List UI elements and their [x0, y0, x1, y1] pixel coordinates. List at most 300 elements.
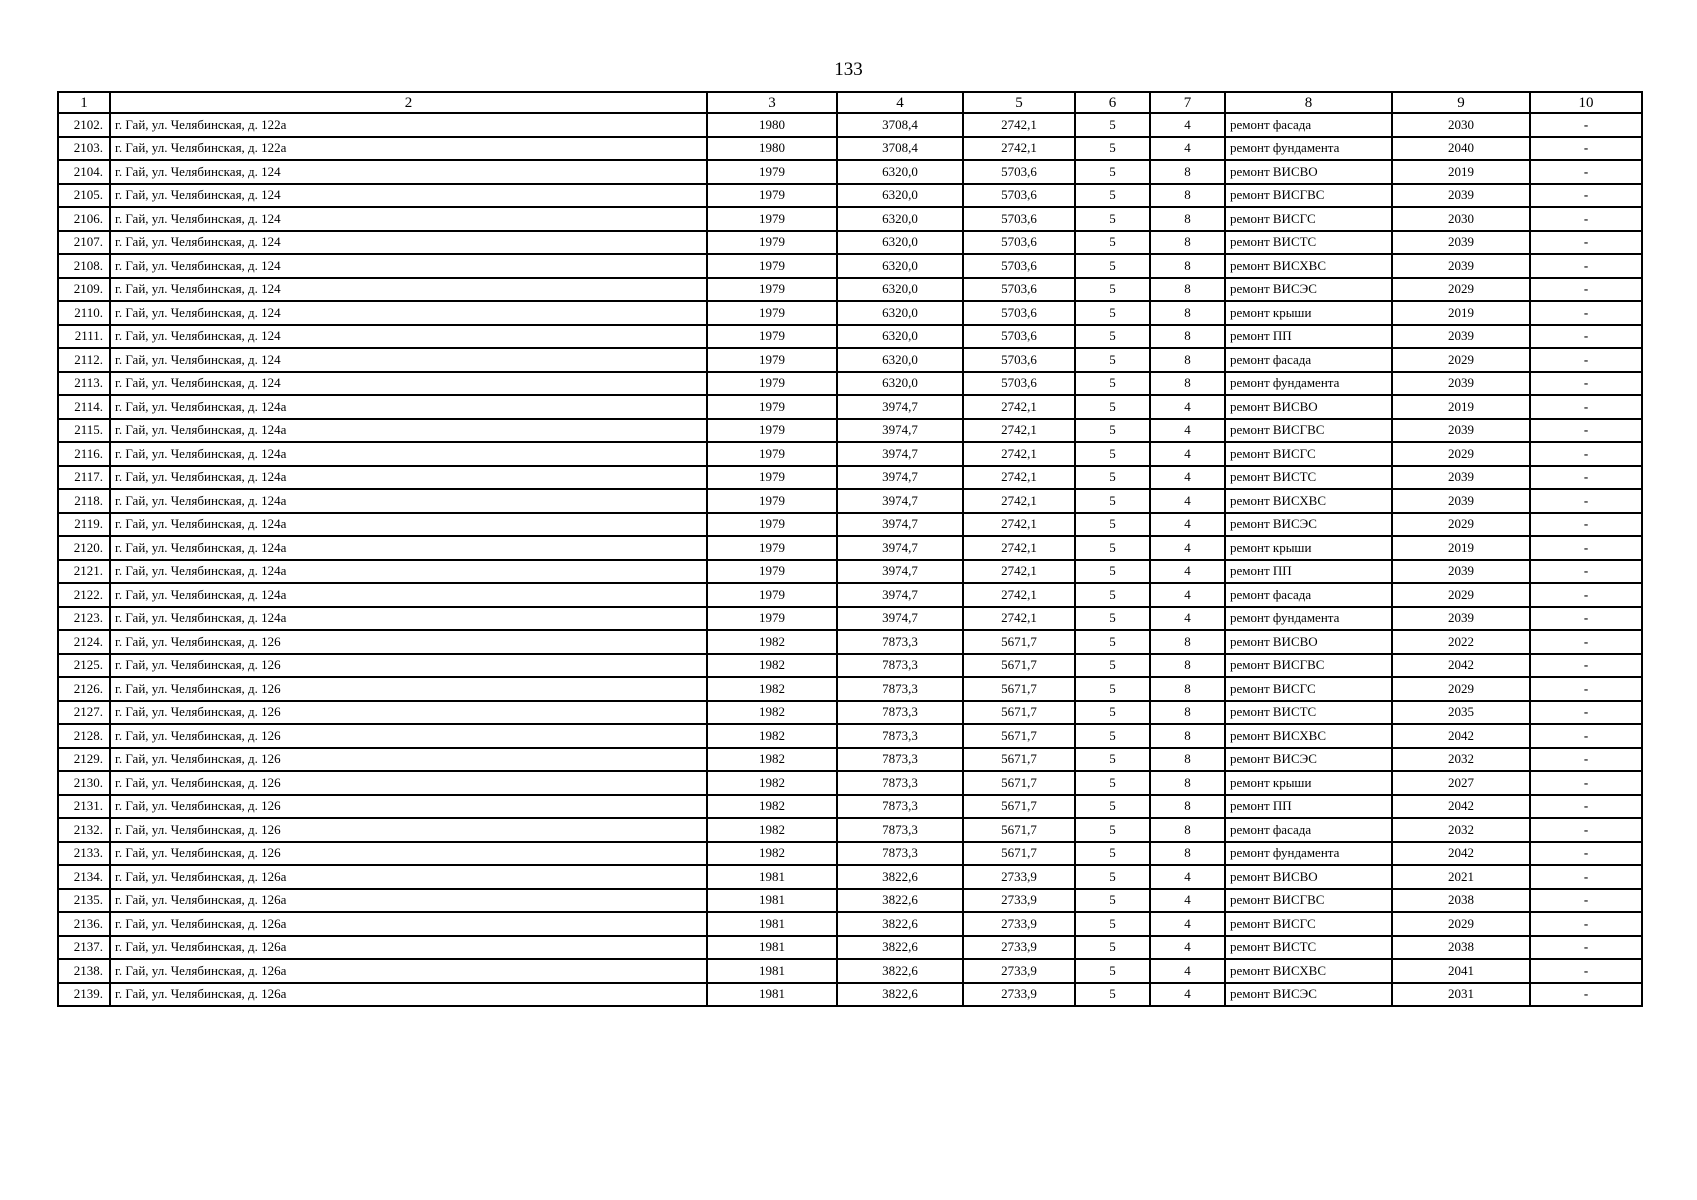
work-type-cell: ремонт ВИСГВС	[1225, 419, 1392, 443]
year-cell: 1981	[707, 912, 837, 936]
note-cell: -	[1530, 607, 1642, 631]
work-type-cell: ремонт ВИСТС	[1225, 231, 1392, 255]
entrances-cell: 4	[1150, 395, 1225, 419]
table-header	[58, 92, 1642, 113]
address-cell: г. Гай, ул. Челябинская, д. 122а	[110, 113, 707, 137]
total-area-cell: 7873,3	[837, 724, 963, 748]
planned-year-cell: 2019	[1392, 536, 1530, 560]
floors-cell: 5	[1075, 583, 1150, 607]
row-number-cell: 2124.	[58, 630, 110, 654]
note-cell: -	[1530, 865, 1642, 889]
entrances-cell: 8	[1150, 842, 1225, 866]
work-type-cell: ремонт ВИСВО	[1225, 160, 1392, 184]
note-cell: -	[1530, 466, 1642, 490]
row-number-cell: 2114.	[58, 395, 110, 419]
table-row	[58, 607, 1642, 631]
floors-cell: 5	[1075, 701, 1150, 725]
work-type-cell: ремонт ВИСГВС	[1225, 184, 1392, 208]
address-cell: г. Гай, ул. Челябинская, д. 124а	[110, 536, 707, 560]
planned-year-cell: 2019	[1392, 301, 1530, 325]
living-area-cell: 5671,7	[963, 842, 1075, 866]
note-cell: -	[1530, 959, 1642, 983]
address-cell: г. Гай, ул. Челябинская, д. 124а	[110, 395, 707, 419]
column-header: 5	[963, 92, 1075, 113]
table-row	[58, 231, 1642, 255]
entrances-cell: 8	[1150, 184, 1225, 208]
row-number-cell: 2129.	[58, 748, 110, 772]
entrances-cell: 8	[1150, 372, 1225, 396]
year-cell: 1979	[707, 348, 837, 372]
table-row	[58, 489, 1642, 513]
year-cell: 1981	[707, 936, 837, 960]
planned-year-cell: 2039	[1392, 419, 1530, 443]
floors-cell: 5	[1075, 231, 1150, 255]
table-body	[58, 113, 1642, 1006]
entrances-cell: 8	[1150, 348, 1225, 372]
total-area-cell: 3822,6	[837, 889, 963, 913]
planned-year-cell: 2042	[1392, 724, 1530, 748]
work-type-cell: ремонт ВИСХВС	[1225, 489, 1392, 513]
address-cell: г. Гай, ул. Челябинская, д. 124а	[110, 489, 707, 513]
address-cell: г. Гай, ул. Челябинская, д. 126а	[110, 912, 707, 936]
living-area-cell: 5703,6	[963, 184, 1075, 208]
entrances-cell: 8	[1150, 701, 1225, 725]
table-row	[58, 466, 1642, 490]
living-area-cell: 2742,1	[963, 442, 1075, 466]
floors-cell: 5	[1075, 207, 1150, 231]
planned-year-cell: 2035	[1392, 701, 1530, 725]
living-area-cell: 2742,1	[963, 489, 1075, 513]
work-type-cell: ремонт ВИСГС	[1225, 677, 1392, 701]
living-area-cell: 5671,7	[963, 748, 1075, 772]
total-area-cell: 6320,0	[837, 160, 963, 184]
entrances-cell: 4	[1150, 137, 1225, 161]
table-row	[58, 583, 1642, 607]
note-cell: -	[1530, 254, 1642, 278]
work-type-cell: ремонт ВИСЭС	[1225, 748, 1392, 772]
planned-year-cell: 2022	[1392, 630, 1530, 654]
living-area-cell: 5703,6	[963, 278, 1075, 302]
year-cell: 1982	[707, 724, 837, 748]
year-cell: 1979	[707, 442, 837, 466]
year-cell: 1979	[707, 466, 837, 490]
year-cell: 1982	[707, 677, 837, 701]
living-area-cell: 2742,1	[963, 513, 1075, 537]
living-area-cell: 2733,9	[963, 983, 1075, 1007]
work-type-cell: ремонт ВИСХВС	[1225, 724, 1392, 748]
planned-year-cell: 2029	[1392, 583, 1530, 607]
planned-year-cell: 2039	[1392, 184, 1530, 208]
note-cell: -	[1530, 936, 1642, 960]
year-cell: 1981	[707, 983, 837, 1007]
table-row	[58, 842, 1642, 866]
year-cell: 1981	[707, 889, 837, 913]
work-type-cell: ремонт ВИСВО	[1225, 865, 1392, 889]
entrances-cell: 8	[1150, 278, 1225, 302]
planned-year-cell: 2019	[1392, 395, 1530, 419]
planned-year-cell: 2027	[1392, 771, 1530, 795]
entrances-cell: 4	[1150, 536, 1225, 560]
floors-cell: 5	[1075, 959, 1150, 983]
table-row	[58, 325, 1642, 349]
address-cell: г. Гай, ул. Челябинская, д. 126	[110, 724, 707, 748]
total-area-cell: 3974,7	[837, 466, 963, 490]
year-cell: 1980	[707, 137, 837, 161]
address-cell: г. Гай, ул. Челябинская, д. 124	[110, 231, 707, 255]
total-area-cell: 3974,7	[837, 536, 963, 560]
work-type-cell: ремонт ВИСВО	[1225, 395, 1392, 419]
row-number-cell: 2113.	[58, 372, 110, 396]
year-cell: 1982	[707, 748, 837, 772]
floors-cell: 5	[1075, 442, 1150, 466]
row-number-cell: 2110.	[58, 301, 110, 325]
living-area-cell: 5671,7	[963, 795, 1075, 819]
address-cell: г. Гай, ул. Челябинская, д. 124	[110, 278, 707, 302]
entrances-cell: 8	[1150, 748, 1225, 772]
row-number-cell: 2123.	[58, 607, 110, 631]
table-row	[58, 113, 1642, 137]
planned-year-cell: 2030	[1392, 113, 1530, 137]
row-number-cell: 2115.	[58, 419, 110, 443]
year-cell: 1979	[707, 513, 837, 537]
entrances-cell: 8	[1150, 231, 1225, 255]
address-cell: г. Гай, ул. Челябинская, д. 126а	[110, 889, 707, 913]
year-cell: 1979	[707, 560, 837, 584]
row-number-cell: 2131.	[58, 795, 110, 819]
work-type-cell: ремонт ПП	[1225, 795, 1392, 819]
header-row	[58, 92, 1642, 113]
note-cell: -	[1530, 630, 1642, 654]
floors-cell: 5	[1075, 325, 1150, 349]
table-row	[58, 677, 1642, 701]
note-cell: -	[1530, 278, 1642, 302]
note-cell: -	[1530, 701, 1642, 725]
address-cell: г. Гай, ул. Челябинская, д. 124	[110, 325, 707, 349]
total-area-cell: 6320,0	[837, 184, 963, 208]
entrances-cell: 8	[1150, 160, 1225, 184]
note-cell: -	[1530, 419, 1642, 443]
planned-year-cell: 2038	[1392, 936, 1530, 960]
floors-cell: 5	[1075, 513, 1150, 537]
entrances-cell: 8	[1150, 724, 1225, 748]
address-cell: г. Гай, ул. Челябинская, д. 124а	[110, 607, 707, 631]
planned-year-cell: 2029	[1392, 677, 1530, 701]
note-cell: -	[1530, 184, 1642, 208]
total-area-cell: 6320,0	[837, 325, 963, 349]
entrances-cell: 4	[1150, 959, 1225, 983]
row-number-cell: 2103.	[58, 137, 110, 161]
table-row	[58, 160, 1642, 184]
table-row	[58, 889, 1642, 913]
total-area-cell: 6320,0	[837, 278, 963, 302]
work-type-cell: ремонт ВИСЭС	[1225, 983, 1392, 1007]
work-type-cell: ремонт крыши	[1225, 301, 1392, 325]
floors-cell: 5	[1075, 771, 1150, 795]
entrances-cell: 8	[1150, 254, 1225, 278]
note-cell: -	[1530, 536, 1642, 560]
total-area-cell: 3974,7	[837, 607, 963, 631]
year-cell: 1982	[707, 771, 837, 795]
note-cell: -	[1530, 818, 1642, 842]
note-cell: -	[1530, 113, 1642, 137]
table-row	[58, 207, 1642, 231]
note-cell: -	[1530, 677, 1642, 701]
living-area-cell: 2742,1	[963, 419, 1075, 443]
entrances-cell: 4	[1150, 936, 1225, 960]
floors-cell: 5	[1075, 372, 1150, 396]
total-area-cell: 3974,7	[837, 395, 963, 419]
floors-cell: 5	[1075, 348, 1150, 372]
living-area-cell: 2742,1	[963, 560, 1075, 584]
address-cell: г. Гай, ул. Челябинская, д. 126	[110, 654, 707, 678]
entrances-cell: 4	[1150, 983, 1225, 1007]
row-number-cell: 2135.	[58, 889, 110, 913]
living-area-cell: 2742,1	[963, 607, 1075, 631]
total-area-cell: 3974,7	[837, 560, 963, 584]
table-row	[58, 348, 1642, 372]
note-cell: -	[1530, 325, 1642, 349]
address-cell: г. Гай, ул. Челябинская, д. 126	[110, 842, 707, 866]
living-area-cell: 2742,1	[963, 536, 1075, 560]
floors-cell: 5	[1075, 912, 1150, 936]
planned-year-cell: 2039	[1392, 325, 1530, 349]
floors-cell: 5	[1075, 842, 1150, 866]
living-area-cell: 5671,7	[963, 654, 1075, 678]
work-type-cell: ремонт фасада	[1225, 583, 1392, 607]
row-number-cell: 2111.	[58, 325, 110, 349]
planned-year-cell: 2029	[1392, 912, 1530, 936]
year-cell: 1979	[707, 207, 837, 231]
year-cell: 1982	[707, 701, 837, 725]
work-type-cell: ремонт ВИСЭС	[1225, 513, 1392, 537]
planned-year-cell: 2040	[1392, 137, 1530, 161]
table-row	[58, 301, 1642, 325]
total-area-cell: 3974,7	[837, 583, 963, 607]
floors-cell: 5	[1075, 630, 1150, 654]
planned-year-cell: 2029	[1392, 348, 1530, 372]
floors-cell: 5	[1075, 607, 1150, 631]
total-area-cell: 7873,3	[837, 630, 963, 654]
total-area-cell: 6320,0	[837, 348, 963, 372]
entrances-cell: 4	[1150, 912, 1225, 936]
floors-cell: 5	[1075, 137, 1150, 161]
planned-year-cell: 2042	[1392, 795, 1530, 819]
row-number-cell: 2137.	[58, 936, 110, 960]
row-number-cell: 2126.	[58, 677, 110, 701]
table-row	[58, 254, 1642, 278]
column-header: 4	[837, 92, 963, 113]
table-row	[58, 630, 1642, 654]
floors-cell: 5	[1075, 254, 1150, 278]
note-cell: -	[1530, 372, 1642, 396]
address-cell: г. Гай, ул. Челябинская, д. 126	[110, 677, 707, 701]
entrances-cell: 8	[1150, 654, 1225, 678]
entrances-cell: 4	[1150, 583, 1225, 607]
table-row	[58, 865, 1642, 889]
work-type-cell: ремонт ВИСХВС	[1225, 254, 1392, 278]
floors-cell: 5	[1075, 748, 1150, 772]
total-area-cell: 3974,7	[837, 513, 963, 537]
floors-cell: 5	[1075, 560, 1150, 584]
table-row	[58, 795, 1642, 819]
planned-year-cell: 2041	[1392, 959, 1530, 983]
repair-schedule-table	[57, 91, 1643, 1007]
living-area-cell: 2742,1	[963, 466, 1075, 490]
note-cell: -	[1530, 395, 1642, 419]
planned-year-cell: 2039	[1392, 607, 1530, 631]
row-number-cell: 2118.	[58, 489, 110, 513]
column-header: 10	[1530, 92, 1642, 113]
total-area-cell: 3822,6	[837, 936, 963, 960]
year-cell: 1982	[707, 842, 837, 866]
address-cell: г. Гай, ул. Челябинская, д. 126	[110, 701, 707, 725]
planned-year-cell: 2039	[1392, 560, 1530, 584]
year-cell: 1979	[707, 301, 837, 325]
entrances-cell: 8	[1150, 207, 1225, 231]
year-cell: 1980	[707, 113, 837, 137]
floors-cell: 5	[1075, 654, 1150, 678]
living-area-cell: 5671,7	[963, 630, 1075, 654]
total-area-cell: 3822,6	[837, 865, 963, 889]
planned-year-cell: 2039	[1392, 231, 1530, 255]
row-number-cell: 2127.	[58, 701, 110, 725]
total-area-cell: 6320,0	[837, 231, 963, 255]
living-area-cell: 5671,7	[963, 724, 1075, 748]
entrances-cell: 8	[1150, 325, 1225, 349]
entrances-cell: 8	[1150, 301, 1225, 325]
row-number-cell: 2120.	[58, 536, 110, 560]
entrances-cell: 8	[1150, 795, 1225, 819]
note-cell: -	[1530, 207, 1642, 231]
row-number-cell: 2105.	[58, 184, 110, 208]
floors-cell: 5	[1075, 184, 1150, 208]
address-cell: г. Гай, ул. Челябинская, д. 126	[110, 771, 707, 795]
planned-year-cell: 2039	[1392, 372, 1530, 396]
address-cell: г. Гай, ул. Челябинская, д. 124	[110, 301, 707, 325]
year-cell: 1981	[707, 865, 837, 889]
total-area-cell: 7873,3	[837, 748, 963, 772]
address-cell: г. Гай, ул. Челябинская, д. 124а	[110, 513, 707, 537]
planned-year-cell: 2039	[1392, 489, 1530, 513]
entrances-cell: 4	[1150, 442, 1225, 466]
total-area-cell: 6320,0	[837, 301, 963, 325]
total-area-cell: 7873,3	[837, 795, 963, 819]
planned-year-cell: 2039	[1392, 466, 1530, 490]
work-type-cell: ремонт крыши	[1225, 771, 1392, 795]
year-cell: 1982	[707, 630, 837, 654]
year-cell: 1979	[707, 489, 837, 513]
year-cell: 1979	[707, 372, 837, 396]
work-type-cell: ремонт фундамента	[1225, 842, 1392, 866]
work-type-cell: ремонт фундамента	[1225, 607, 1392, 631]
work-type-cell: ремонт ПП	[1225, 325, 1392, 349]
living-area-cell: 5703,6	[963, 160, 1075, 184]
address-cell: г. Гай, ул. Челябинская, д. 124а	[110, 419, 707, 443]
note-cell: -	[1530, 748, 1642, 772]
planned-year-cell: 2032	[1392, 818, 1530, 842]
entrances-cell: 8	[1150, 677, 1225, 701]
note-cell: -	[1530, 489, 1642, 513]
work-type-cell: ремонт фасада	[1225, 113, 1392, 137]
living-area-cell: 2742,1	[963, 137, 1075, 161]
work-type-cell: ремонт ВИСГС	[1225, 207, 1392, 231]
work-type-cell: ремонт ВИСГС	[1225, 442, 1392, 466]
table-row	[58, 771, 1642, 795]
row-number-cell: 2128.	[58, 724, 110, 748]
table-row	[58, 184, 1642, 208]
note-cell: -	[1530, 912, 1642, 936]
note-cell: -	[1530, 583, 1642, 607]
column-header: 9	[1392, 92, 1530, 113]
year-cell: 1979	[707, 583, 837, 607]
planned-year-cell: 2031	[1392, 983, 1530, 1007]
floors-cell: 5	[1075, 795, 1150, 819]
address-cell: г. Гай, ул. Челябинская, д. 124а	[110, 583, 707, 607]
living-area-cell: 2733,9	[963, 912, 1075, 936]
entrances-cell: 4	[1150, 466, 1225, 490]
address-cell: г. Гай, ул. Челябинская, д. 124	[110, 372, 707, 396]
address-cell: г. Гай, ул. Челябинская, д. 124а	[110, 466, 707, 490]
address-cell: г. Гай, ул. Челябинская, д. 126а	[110, 959, 707, 983]
work-type-cell: ремонт ВИСГВС	[1225, 654, 1392, 678]
total-area-cell: 7873,3	[837, 771, 963, 795]
row-number-cell: 2132.	[58, 818, 110, 842]
address-cell: г. Гай, ул. Челябинская, д. 124а	[110, 560, 707, 584]
total-area-cell: 3974,7	[837, 419, 963, 443]
planned-year-cell: 2021	[1392, 865, 1530, 889]
address-cell: г. Гай, ул. Челябинская, д. 126а	[110, 865, 707, 889]
table-row	[58, 442, 1642, 466]
floors-cell: 5	[1075, 818, 1150, 842]
work-type-cell: ремонт фундамента	[1225, 372, 1392, 396]
living-area-cell: 5703,6	[963, 254, 1075, 278]
address-cell: г. Гай, ул. Челябинская, д. 126	[110, 795, 707, 819]
note-cell: -	[1530, 842, 1642, 866]
note-cell: -	[1530, 160, 1642, 184]
table-row	[58, 959, 1642, 983]
column-header: 1	[58, 92, 110, 113]
row-number-cell: 2112.	[58, 348, 110, 372]
total-area-cell: 3974,7	[837, 489, 963, 513]
note-cell: -	[1530, 654, 1642, 678]
floors-cell: 5	[1075, 677, 1150, 701]
total-area-cell: 6320,0	[837, 207, 963, 231]
total-area-cell: 3822,6	[837, 959, 963, 983]
floors-cell: 5	[1075, 466, 1150, 490]
note-cell: -	[1530, 137, 1642, 161]
living-area-cell: 5671,7	[963, 771, 1075, 795]
row-number-cell: 2130.	[58, 771, 110, 795]
column-header: 8	[1225, 92, 1392, 113]
table-row	[58, 419, 1642, 443]
living-area-cell: 5703,6	[963, 325, 1075, 349]
table-row	[58, 137, 1642, 161]
row-number-cell: 2102.	[58, 113, 110, 137]
total-area-cell: 3822,6	[837, 983, 963, 1007]
floors-cell: 5	[1075, 419, 1150, 443]
column-header: 6	[1075, 92, 1150, 113]
address-cell: г. Гай, ул. Челябинская, д. 126	[110, 630, 707, 654]
work-type-cell: ремонт ВИСТС	[1225, 701, 1392, 725]
entrances-cell: 8	[1150, 771, 1225, 795]
total-area-cell: 3822,6	[837, 912, 963, 936]
entrances-cell: 4	[1150, 865, 1225, 889]
planned-year-cell: 2039	[1392, 254, 1530, 278]
entrances-cell: 4	[1150, 419, 1225, 443]
total-area-cell: 6320,0	[837, 254, 963, 278]
table-row	[58, 701, 1642, 725]
living-area-cell: 5703,6	[963, 348, 1075, 372]
